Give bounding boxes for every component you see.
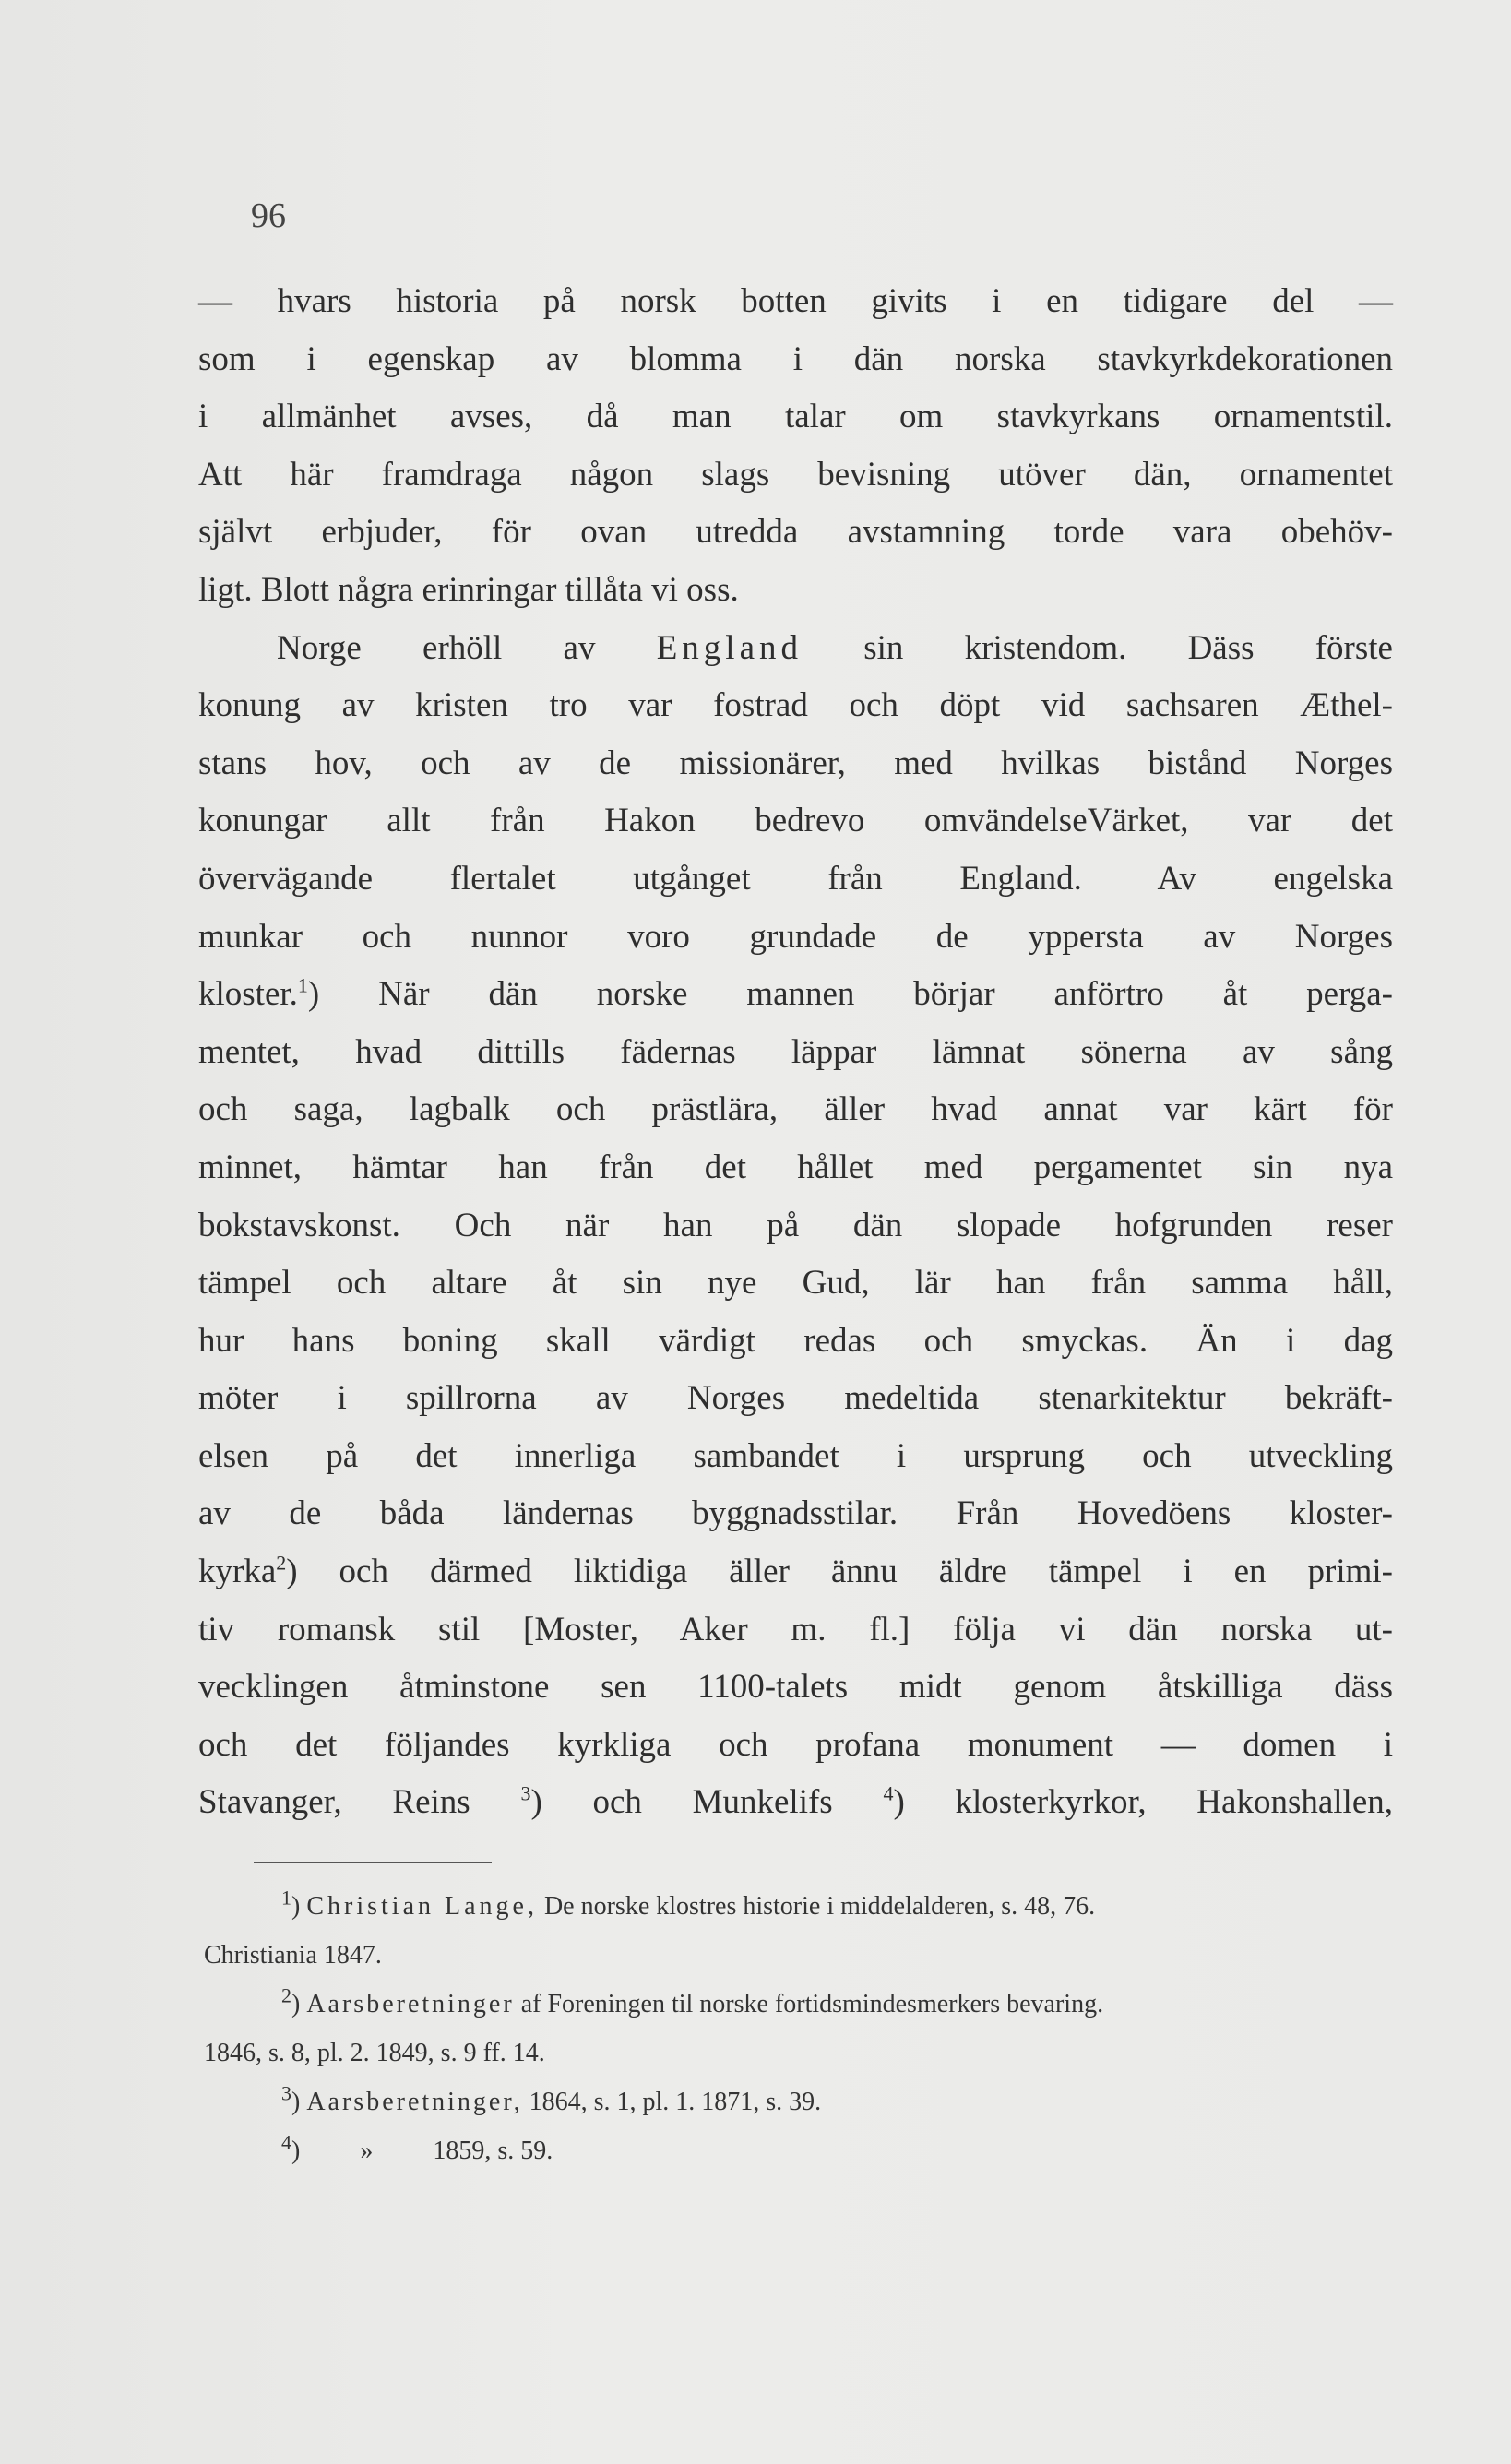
- footnote-title: Aarsberetninger: [306, 1990, 515, 2018]
- text-line: minnet, hämtar han från det hållet med pergamentet sin nya: [198, 1148, 1393, 1186]
- text-line: bokstavskonst. Och när han på dän slopade hofgrunden reser: [198, 1206, 1393, 1244]
- footnote-1-cont: Christiania 1847.: [204, 1941, 382, 1970]
- text-line: hur hans boning skall värdigt redas och smyckas. Än i dag: [198, 1321, 1393, 1360]
- ditto-mark: »: [360, 2137, 374, 2165]
- footnote-2: $^2$) Aarsberetninger af Foreningen til norske fortidsmindesmerkers bevaring.: [281, 1983, 1104, 2018]
- text-line: övervägande flertalet utgånget från England. Av engelska: [198, 859, 1393, 898]
- text-line: som i egenskap av blomma i dän norska stavkyrkdekorationen: [198, 339, 1393, 378]
- footnote-text: De norske klostres historie i middelalderen, s. 48, 76.: [537, 1892, 1096, 1921]
- spaced-word: England: [656, 628, 803, 667]
- page-number: 96: [251, 196, 286, 235]
- text-line: — hvars historia på norsk botten givits i en tidigare del —: [198, 282, 1393, 320]
- footnote-mark: 1: [281, 1886, 291, 1910]
- footnote-ref: 2: [276, 1551, 287, 1575]
- footnote-mark: 2: [281, 1983, 291, 2007]
- text-line: tämpel och altare åt sin nye Gud, lär han från samma håll,: [198, 1264, 1393, 1303]
- footnote-2-cont: 1846, s. 8, pl. 2. 1849, s. 9 ff. 14.: [204, 2039, 545, 2067]
- text-line: [198, 1543, 1393, 1601]
- text-line: Att här framdraga någon slags bevisning utöver dän, ornamentet: [198, 455, 1393, 494]
- text-line: självt erbjuder, för ovan utredda avstamning torde vara obehöv-: [198, 513, 1393, 552]
- footnote-divider: [254, 1862, 492, 1863]
- text-segment: kloster.: [198, 975, 298, 1014]
- text-segment: Norge erhöll av: [277, 628, 657, 667]
- text-line: munkar och nunnor voro grundade de yppersta av Norges: [198, 917, 1393, 956]
- footnote-mark: 4: [281, 2130, 291, 2154]
- text-line: konung av kristen tro var fostrad och döpt vid sachsaren Æthel-: [198, 686, 1393, 725]
- text-segment: Stavanger, Reins: [198, 1783, 521, 1822]
- text-segment: sin kristendom. Däss förste: [803, 628, 1393, 667]
- text-line: mentet, hvad dittills fädernas läppar lämnat sönerna av sång: [198, 1032, 1393, 1071]
- footnote-ref: 4: [883, 1782, 894, 1806]
- text-line: tiv romansk stil [Moster, Aker m. fl.] följa vi dän norska ut-: [198, 1610, 1393, 1649]
- text-line: [198, 966, 1393, 1024]
- text-segment: ) klosterkyrkor, Hakonshallen,: [893, 1783, 1393, 1822]
- text-line: vecklingen åtminstone sen 1100-talets midt genom åtskilliga däss: [198, 1668, 1393, 1707]
- footnote-text: 1859, s. 59.: [433, 2137, 553, 2165]
- text-line: i allmänhet avses, då man talar om stavkyrkans ornamentstil.: [198, 398, 1393, 436]
- footnote-text: 1864, s. 1, pl. 1. 1871, s. 39.: [522, 2088, 822, 2116]
- text-line: [198, 620, 1393, 678]
- text-line: av de båda ländernas byggnadsstilar. Från Hovedöens kloster-: [198, 1494, 1393, 1533]
- footnote-ref: 1: [297, 973, 308, 997]
- footnote-text: af Foreningen til norske fortidsmindesmerkers bevaring.: [514, 1990, 1104, 2018]
- text-segment: kyrka: [198, 1553, 277, 1591]
- footnote-1: $^1$) Christian Lange, De norske klostres historie i middelalderen, s. 48, 76.: [281, 1886, 1096, 1921]
- footnote-4: $^4$) » 1859, s. 59.: [198, 2126, 1393, 2175]
- text-line: och det följandes kyrkliga och profana monument — domen i: [198, 1725, 1393, 1764]
- footnote-author: Christian Lange,: [306, 1892, 538, 1921]
- text-segment: ) och Munkelifs: [530, 1783, 884, 1822]
- footnote-ref: 3: [520, 1782, 531, 1806]
- text-segment: ) När dän norske mannen börjar anförtro åt perga-: [307, 975, 1393, 1014]
- text-line: konungar allt från Hakon bedrevo omvändelseVärket, var det: [198, 802, 1393, 840]
- text-line: ligt. Blott några erinringar tillåta vi oss.: [198, 570, 739, 609]
- footnote-3: $^3$) Aarsberetninger, 1864, s. 1, pl. 1. 1871, s. 39.: [281, 2081, 822, 2116]
- text-line: [198, 1774, 1393, 1832]
- footnote-title: Aarsberetninger,: [306, 2088, 523, 2116]
- text-line: stans hov, och av de missionärer, med hvilkas bistånd Norges: [198, 744, 1393, 782]
- body-text: [198, 273, 1393, 1832]
- footnotes: [198, 1882, 1393, 2175]
- text-line: möter i spillrorna av Norges medeltida stenarkitektur bekräft-: [198, 1379, 1393, 1418]
- text-line: elsen på det innerliga sambandet i ursprung och utveckling: [198, 1436, 1393, 1475]
- text-segment: ) och därmed liktidiga äller ännu äldre tämpel i en primi-: [286, 1553, 1393, 1591]
- footnote-mark: 3: [281, 2081, 291, 2105]
- text-line: och saga, lagbalk och prästlära, äller hvad annat var kärt för: [198, 1090, 1393, 1129]
